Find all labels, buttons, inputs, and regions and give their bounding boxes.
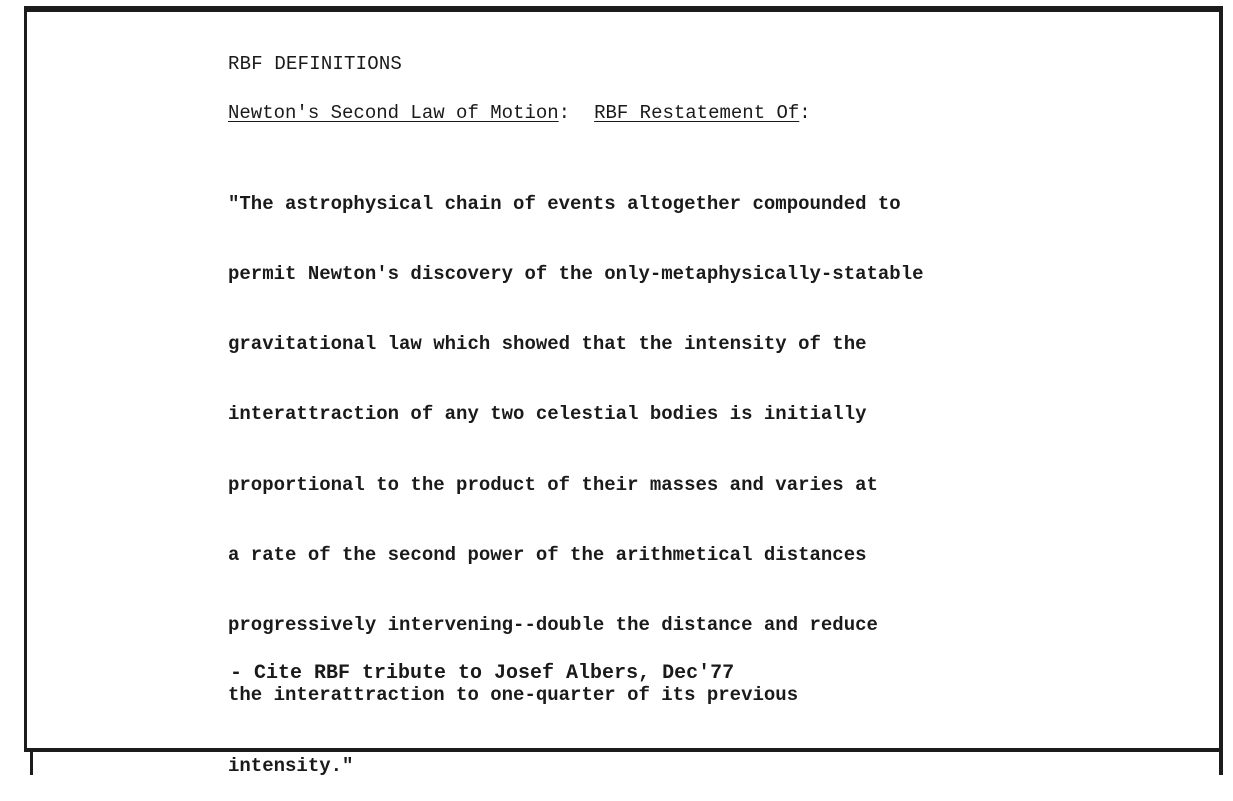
quote-line: proportional to the product of their masses and varies at: [228, 473, 878, 496]
quote-line: "The astrophysical chain of events altogether compounded to: [228, 192, 901, 215]
quote-line: permit Newton's discovery of the only-metaphysically-statable: [228, 263, 924, 286]
quote-line: the interattraction to one-quarter of its previous: [228, 684, 799, 707]
card-subheading: [228, 102, 811, 124]
quote-line: intensity.": [228, 754, 354, 777]
card-heading: RBF DEFINITIONS: [228, 53, 403, 75]
subheading-colon: :: [558, 102, 571, 124]
subheading-rbf-restatement: RBF Restatement Of: [594, 102, 800, 124]
quote-line: a rate of the second power of the arithmetical distances: [228, 543, 867, 566]
subheading-colon-2: :: [799, 102, 811, 124]
quote-line: interattraction of any two celestial bodies is initially: [228, 403, 867, 426]
quote-line: progressively intervening--double the distance and reduce: [228, 614, 878, 637]
subheading-newton-law: Newton's Second Law of Motion: [228, 102, 559, 124]
definition-quote: [228, 146, 1128, 801]
quote-line: gravitational law which showed that the intensity of the: [228, 333, 867, 356]
citation: - Cite RBF tribute to Josef Albers, Dec'77: [230, 662, 735, 685]
